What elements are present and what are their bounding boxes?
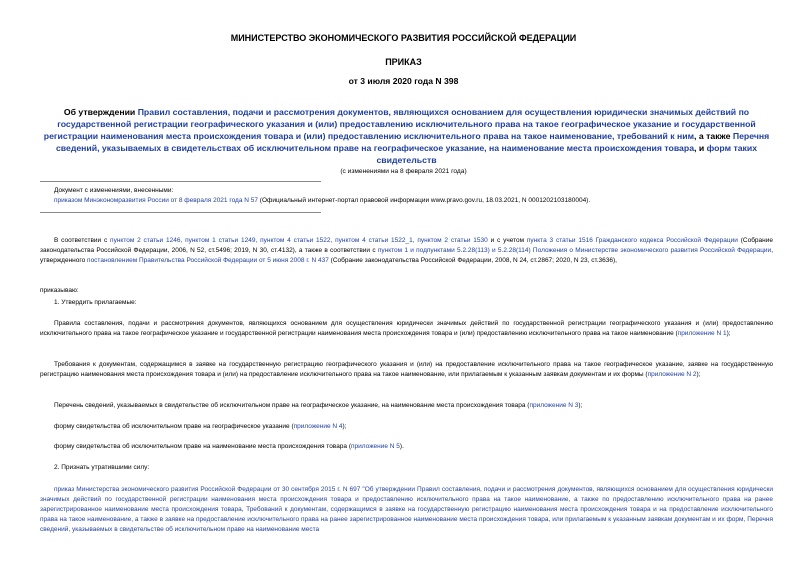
title-link-list[interactable]: Перечня сведений, указываемых в свидетельствах об исключительном праве на географическое указание, на наименование места происхождения товара	[55, 131, 770, 153]
basis-text-5: (Собрание законодательства Российской Федерации, 2008, N 24, ст.2867; 2020, N 23, ст.3636),	[328, 257, 617, 264]
paragraph-list	[40, 401, 773, 411]
paragraph-requirements	[40, 360, 773, 380]
basis-text-2: и с учетом	[487, 237, 527, 244]
appendix-3-link[interactable]: приложение N 3	[529, 402, 579, 409]
document-type: ПРИКАЗ	[385, 57, 422, 67]
list-text: Перечень сведений, указываемых в свидетельстве об исключительном праве на географическое указание, на наименование места происхождения товара (	[54, 402, 530, 409]
divider-top	[40, 181, 321, 182]
rules-end: );	[726, 330, 731, 337]
amendment-note: (с изменениями на 8 февраля 2021 года)	[340, 168, 467, 175]
paragraph-repealed	[40, 485, 773, 535]
government-decree-link[interactable]: постановлением Правительства Российской Федерации от 5 июня 2008 г. N 437	[87, 257, 329, 264]
paragraph-basis	[40, 236, 773, 266]
form-ao-text: форму свидетельства об исключительном праве на наименование места происхождения товара (	[54, 443, 352, 450]
doc-changes-rest: (Официальный интернет-портал правовой информации www.pravo.gov.ru, 18.03.2021, N 0001202103180004).	[258, 197, 591, 204]
divider-bottom	[40, 212, 321, 213]
form-gi-text: форму свидетельства об исключительном праве на географическое указание (	[54, 423, 294, 430]
form-gi-end: );	[342, 423, 347, 430]
orders-line: приказываю:	[40, 287, 79, 294]
doc-changes-note	[54, 186, 774, 206]
ministry-name: МИНИСТЕРСТВО ЭКОНОМИЧЕСКОГО РАЗВИТИЯ РОССИЙСКОЙ ФЕДЕРАЦИИ	[230, 33, 577, 43]
document-title	[40, 106, 773, 166]
form-ao-end: ).	[399, 443, 404, 450]
appendix-5-link[interactable]: приложение N 5	[351, 443, 400, 450]
paragraph-form-gi	[40, 422, 773, 432]
item-2: 2. Признать утратившими силу:	[54, 464, 150, 471]
appendix-2-link[interactable]: приложение N 2	[647, 371, 697, 378]
appendix-1-link[interactable]: приложение N 1	[677, 330, 727, 337]
list-end: );	[578, 402, 583, 409]
title-and: , и	[694, 143, 707, 153]
repealed-order-link[interactable]: приказ Министерства экономического развития Российской Федерации от 30 сентября 2015 г. N 697 "Об утверждении Правил составления, подачи и рассмотрения документов, являющихся основанием для осуществления юридически значимых действий по государственной регистрации наименования места происхождения товара и предоставлению исключительного права на такое наименование, а также по предоставлению исключительного права на ранее зарегистрированное наименование места происхождения товара, Требований к документам, содержащимся в заявке на государственную регистрацию наименования места происхождения товара и на предоставление исключительного права на такое наименование, а также в заявке на предоставление исключительного права на ранее зарегистрированное наименование места происхождения товара, или прилагаемым к указанным заявкам документам и их форм, Перечня сведений, указываемых в свидетельстве об исключительном праве на наименование места	[40, 486, 773, 533]
document-date-number: от 3 июля 2020 года N 398	[348, 76, 459, 86]
title-middle: , а также	[694, 131, 733, 141]
title-prefix: Об утверждении	[63, 107, 138, 117]
basis-text-4: , утвержденного	[40, 247, 773, 264]
rules-text: Правила составления, подачи и рассмотрения документов, являющихся основанием для осуществления юридически значимых действий по государственной регистрации географического указания и (или) предоставлению исключительного права на такое географическое указание и государственной регистрации наименования места происхождения товара и (или) предоставлению исключительного права на такое наименование (	[40, 320, 773, 337]
ministry-regulation-link[interactable]: пунктом 1 и подпунктами 5.2.28(113) и 5.2.28(114) Положения о Министерстве экономического развития Российской Федерации	[377, 247, 772, 254]
requirements-text: Требования к документам, содержащимся в заявке на государственную регистрацию географического указания и (или) на предоставление исключительного права на такое географическое указание, заявке на государственную регистрацию наименования места происхождения товара и (или) на предоставление исключительного права на такое наименование, или прилагаемым к указанным заявкам документам и их формы (	[40, 361, 773, 378]
appendix-4-link[interactable]: приложение N 4	[293, 423, 343, 430]
paragraph-rules	[40, 319, 773, 339]
requirements-end: );	[696, 371, 701, 378]
amending-order-link[interactable]: приказом Минэкономразвития России от 8 февраля 2021 года N 57	[54, 197, 258, 204]
basis-text-1: В соответствии с	[54, 237, 111, 244]
doc-changes-label: Документ с изменениями, внесенными:	[54, 187, 174, 194]
title-link-rules[interactable]: Правил составления, подачи и рассмотрения документов, являющихся основанием для осуществления юридически значимых действий по государственной регистрации географического указания и (или) предоставлению исключительного права на такое географическое указание и государственной регистрации наименования места происхождения товара и (или) предоставлению исключительного права на такое наименование, требований к ним	[43, 107, 756, 141]
item-1: 1. Утвердить прилагаемые:	[54, 299, 137, 306]
civil-code-link[interactable]: пункта 3 статьи 1516 Гражданского кодекса Российской Федерации	[526, 237, 738, 244]
title-link-forms[interactable]: форм таких свидетельств	[376, 143, 758, 165]
paragraph-form-ao	[40, 442, 773, 452]
civil-code-articles-link[interactable]: пунктом 2 статьи 1246, пунктом 1 статьи 1249, пунктом 4 статьи 1522, пунктом 4 статьи 1522_1, пунктом 2 статьи 1530	[110, 237, 488, 244]
basis-text-3: (Собрание законодательства Российской Федерации, 2006, N 52, ст.5496; 2019, N 30, ст.4132), а также в соответствии с	[40, 237, 773, 254]
doc-changes-line	[54, 196, 774, 206]
